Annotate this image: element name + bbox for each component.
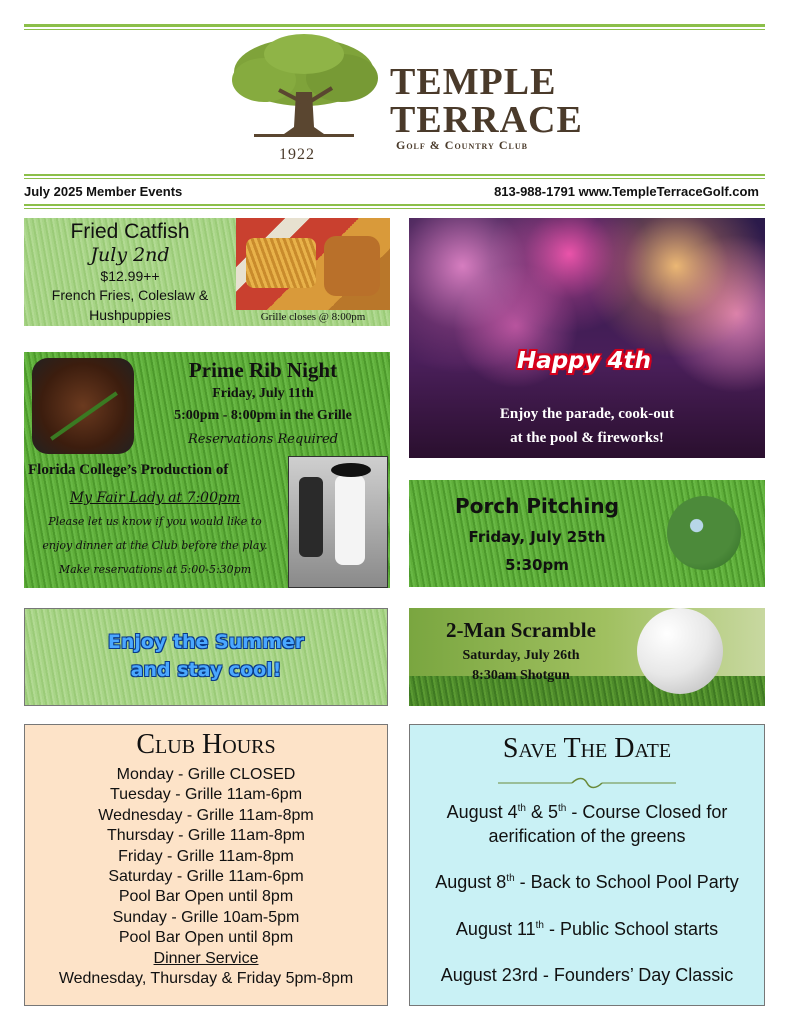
std-item-1 <box>410 802 764 823</box>
header-rule-1 <box>24 174 765 176</box>
prime-rib-card <box>24 352 390 588</box>
std-item-1-a: August 4 <box>446 802 518 822</box>
std-item-1-line2: aerification of the greens <box>488 826 686 846</box>
std-item-4: August 23rd - Founders’ Day Classic <box>440 965 734 985</box>
std-item-3-b: - Public School starts <box>544 919 719 939</box>
hours-line: Thursday - Grille 11am-8pm <box>107 827 305 845</box>
std-item-2-b: - Back to School Pool Party <box>514 872 739 892</box>
golf-ball-photo <box>667 496 741 570</box>
dinner-service-line: Wednesday, Thursday & Friday 5pm-8pm <box>58 970 354 988</box>
hours-line: Tuesday - Grille 11am-6pm <box>109 786 303 804</box>
summer-line-2: and stay cool! <box>130 659 282 681</box>
scramble-card <box>409 608 765 706</box>
hours-line: Wednesday - Grille 11am-8pm <box>98 806 314 824</box>
prime-rib-time: 5:00pm - 8:00pm in the Grille <box>174 408 352 423</box>
porch-time: 5:30pm <box>505 556 569 574</box>
info-rule-1 <box>24 204 765 206</box>
top-rule <box>24 24 765 27</box>
porch-date: Friday, July 25th <box>468 528 606 546</box>
catfish-sides: French Fries, Coleslaw & <box>51 287 209 303</box>
club-hours-card <box>24 724 388 1006</box>
header-logo <box>24 28 765 168</box>
play-line-2: enjoy dinner at the Club before the play. <box>42 539 268 552</box>
contact-info: 813-988-1791 www.TempleTerraceGolf.com <box>494 184 759 199</box>
std-item-1-c: - Course Closed for <box>566 802 728 822</box>
catfish-sides-2: Hushpuppies <box>89 307 171 323</box>
summer-line-1: Enjoy the Summer <box>107 631 305 653</box>
std-item-2 <box>410 872 764 893</box>
happy-4th-title: Happy 4th <box>516 348 652 374</box>
play-line-1: Please let us know if you would like to <box>48 515 262 528</box>
scramble-time: 8:30am Shotgun <box>472 668 570 683</box>
hours-line: Saturday - Grille 11am-6pm <box>108 868 304 886</box>
porch-pitching-card <box>409 480 765 587</box>
club-hours-list <box>25 765 387 989</box>
save-the-date-title: Save The Date <box>502 733 672 764</box>
summer-card <box>24 608 388 706</box>
brand-name-line2: TERRACE <box>390 99 583 141</box>
fourth-line-2: at the pool & fireworks! <box>510 430 664 446</box>
golf-ball-icon <box>637 608 723 694</box>
club-hours-title: Club Hours <box>136 729 276 760</box>
prime-rib-date: Friday, July 11th <box>212 386 314 401</box>
catfish-photo <box>236 218 390 310</box>
member-events-title: July 2025 Member Events <box>24 184 183 199</box>
play-line-3: Make reservations at 5:00-5:30pm <box>58 563 252 576</box>
brand-name-line1: TEMPLE <box>390 61 557 103</box>
scramble-title: 2-Man Scramble <box>446 618 596 642</box>
std-item-2-sup: th <box>506 873 515 884</box>
std-item-1-sup2: th <box>558 803 567 814</box>
hours-line: Friday - Grille 11am-8pm <box>118 847 294 865</box>
std-item-3-sup: th <box>535 920 544 931</box>
catfish-card <box>24 218 390 326</box>
hours-line: Pool Bar Open until 8pm <box>118 929 294 947</box>
founded-year: 1922 <box>279 146 315 163</box>
std-item-3 <box>410 919 764 940</box>
catfish-note: Grille closes @ 8:00pm <box>260 311 366 323</box>
ornament-divider-icon <box>498 777 676 789</box>
catfish-title: Fried Catfish <box>70 220 190 243</box>
catfish-price: $12.99++ <box>100 268 160 284</box>
play-title: Florida College’s Production of <box>28 462 229 478</box>
hours-line: Monday - Grille CLOSED <box>116 766 296 783</box>
fourth-line-1: Enjoy the parade, cook-out <box>499 406 675 422</box>
std-item-3-a: August 11 <box>455 919 536 939</box>
std-item-1-b: & 5 <box>525 802 559 822</box>
prime-rib-title: Prime Rib Night <box>188 358 338 382</box>
hours-line: Pool Bar Open until 8pm <box>118 888 294 906</box>
info-rule-2 <box>24 208 765 209</box>
prime-rib-reservations: Reservations Required <box>187 432 339 447</box>
info-bar <box>24 184 765 200</box>
porch-title: Porch Pitching <box>455 494 619 518</box>
dinner-service-label: Dinner Service <box>153 949 259 967</box>
steak-photo <box>32 358 134 454</box>
oak-tree-logo-icon <box>224 32 384 142</box>
play-name: My Fair Lady at 7:00pm <box>69 490 241 506</box>
hours-line: Sunday - Grille 10am-5pm <box>112 908 300 926</box>
std-item-1-sup1: th <box>517 803 526 814</box>
std-item-2-a: August 8 <box>435 872 507 892</box>
catfish-date: July 2nd <box>90 244 170 266</box>
brand-subtitle: Golf & Country Club <box>396 138 528 152</box>
fourth-of-july-card <box>409 218 765 458</box>
scramble-date: Saturday, July 26th <box>462 648 580 663</box>
save-the-date-card <box>409 724 765 1006</box>
my-fair-lady-photo <box>288 456 388 588</box>
header-rule-2 <box>24 178 765 179</box>
